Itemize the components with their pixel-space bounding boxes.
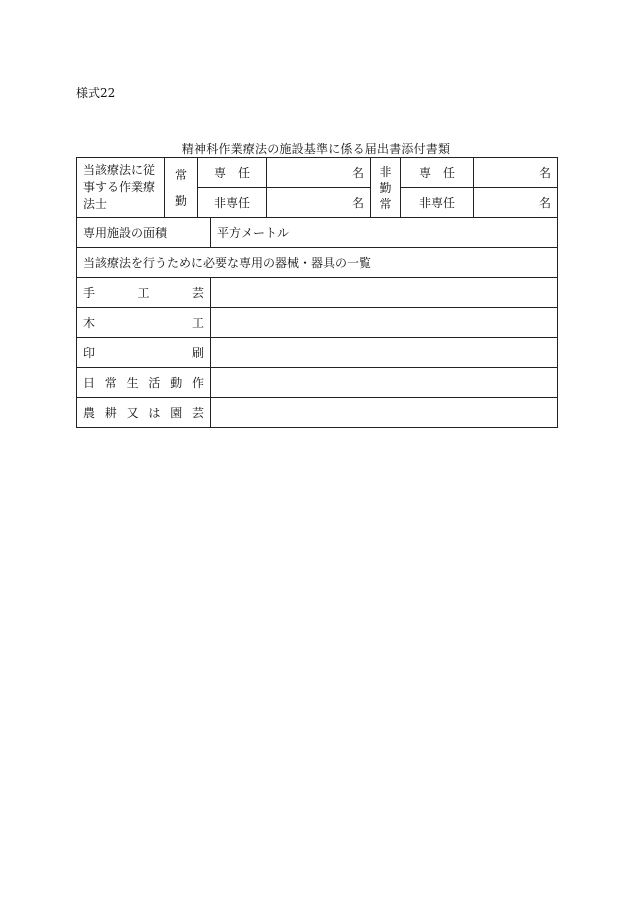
- part-time-non-dedicated-count[interactable]: 名: [474, 188, 558, 218]
- full-time-label: 常 勤: [165, 158, 198, 218]
- category-label-farming-gardening: 農 耕 又 は 園 芸: [77, 398, 211, 428]
- category-value-farming-gardening[interactable]: [211, 398, 558, 428]
- form-number: 様式22: [76, 86, 116, 100]
- document-title: 精神科作業療法の施設基準に係る届出書添付書類: [181, 142, 451, 156]
- category-label-printing: 印 刷: [77, 338, 211, 368]
- application-form-table: [76, 157, 558, 428]
- category-value-handicraft[interactable]: [211, 278, 558, 308]
- full-time-non-dedicated-count[interactable]: 名: [267, 188, 371, 218]
- equipment-header: 当該療法を行うために必要な専用の器械・器具の一覧: [77, 248, 558, 278]
- therapist-label-line: 法士: [83, 197, 108, 211]
- therapist-label-line: 事する作業療: [83, 180, 156, 194]
- category-label-daily-living: 日 常 生 活 動 作: [77, 368, 211, 398]
- category-row: [77, 368, 558, 398]
- part-time-dedicated-count[interactable]: 名: [474, 158, 558, 188]
- category-label-woodwork: 木 工: [77, 308, 211, 338]
- category-label-handicraft: 手 工 芸: [77, 278, 211, 308]
- category-value-daily-living[interactable]: [211, 368, 558, 398]
- full-time-non-dedicated-label: 非専任: [198, 188, 267, 218]
- category-row: [77, 338, 558, 368]
- facility-area-value[interactable]: 平方メートル: [211, 218, 558, 248]
- full-time-dedicated-label: 専 任: [198, 158, 267, 188]
- equipment-header-row: [77, 248, 558, 278]
- category-row: [77, 278, 558, 308]
- part-time-non-dedicated-label: 非専任: [401, 188, 474, 218]
- therapist-row-dedicated: [77, 158, 558, 188]
- facility-area-row: [77, 218, 558, 248]
- facility-area-label: 専用施設の面積: [77, 218, 211, 248]
- category-row: [77, 308, 558, 338]
- category-value-woodwork[interactable]: [211, 308, 558, 338]
- category-value-printing[interactable]: [211, 338, 558, 368]
- therapist-label: [77, 158, 165, 218]
- therapist-label-line: 当該療法に従: [83, 163, 156, 177]
- part-time-label: 非 勤 常: [371, 158, 401, 218]
- full-time-dedicated-count[interactable]: 名: [267, 158, 371, 188]
- category-row: [77, 398, 558, 428]
- part-time-dedicated-label: 専 任: [401, 158, 474, 188]
